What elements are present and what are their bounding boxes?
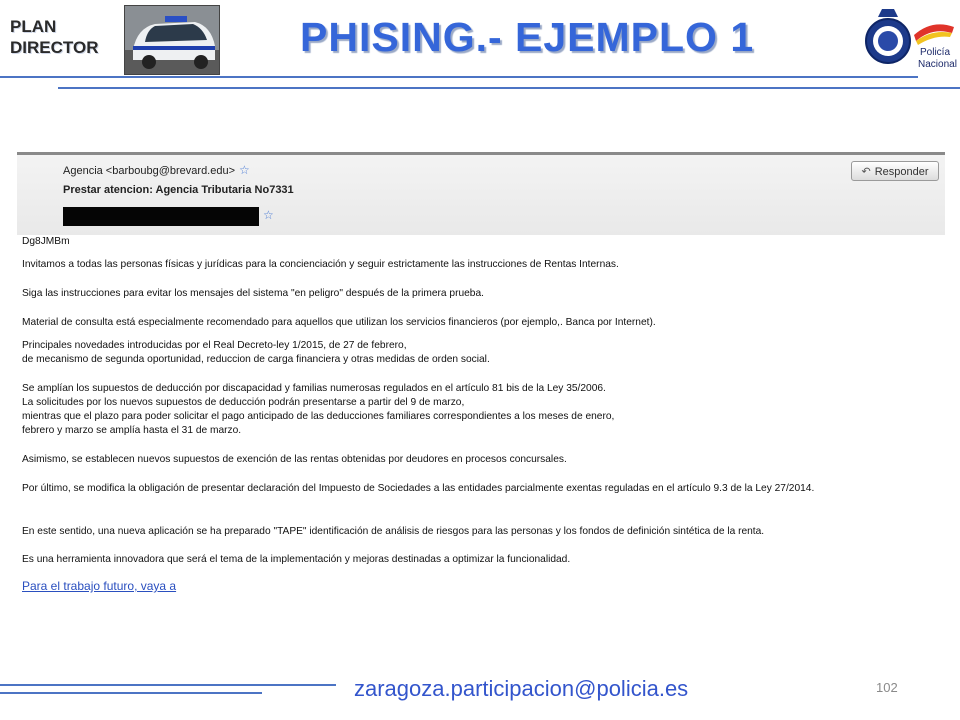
reply-arrow-icon: ↶ [861, 166, 871, 178]
plan-line-1: PLAN [10, 17, 57, 36]
phishing-link[interactable]: Para el trabajo futuro, vaya a [22, 579, 177, 593]
body-line: La solicitudes por los nuevos supuestos de deducción podrán presentarse a partir del 9 de marzo, [22, 397, 465, 408]
body-line: de mecanismo de segunda oportunidad, reduccion de carga financiera y otras medidas de orden social. [22, 354, 490, 365]
plan-line-2: DIRECTOR [10, 38, 99, 57]
body-line: Asimismo, se establecen nuevos supuestos de exención de las rentas obtenidas por deudores en procesos concursales. [22, 454, 567, 465]
policia-nacional-logo [862, 5, 960, 73]
body-line: Invitamos a todas las personas físicas y jurídicas para la concienciación y seguir estrictamente las instrucciones de Rentas Internas. [22, 259, 619, 270]
subject-value: Prestar atencion: Agencia Tributaria No7331 [63, 184, 294, 196]
page-title: PHISING.- EJEMPLO 1 [300, 14, 755, 60]
redacted-recipient [63, 207, 259, 226]
body-line: Dg8JMBm [22, 236, 70, 247]
header-rule-bottom [58, 87, 960, 89]
footer-rule-top [0, 684, 336, 686]
body-line: Material de consulta está especialmente recomendado para aquellos que utilizan los servicios financieros (por ejemplo,. Banca por Internet). [22, 317, 656, 328]
body-line: Siga las instrucciones para evitar los mensajes del sistema "en peligro" después de la primera prueba. [22, 288, 484, 299]
body-line: Por último, se modifica la obligación de presentar declaración del Impuesto de Sociedades a las entidades parcialmente exentas reguladas en el artículo 9.3 de la Ley 27/2014. [22, 483, 815, 494]
footer-rule-bottom [0, 692, 262, 694]
body-line: Se amplían los supuestos de deducción por discapacidad y familias numerosas regulados en el artículo 81 bis de la Ley 35/2006. [22, 383, 606, 394]
reply-label: Responder [874, 166, 929, 178]
header-rule-top [0, 76, 918, 78]
from-star-icon[interactable]: ☆ [239, 163, 250, 177]
reply-button[interactable] [851, 161, 939, 181]
from-value[interactable]: Agencia <barboubg@brevard.edu> [63, 165, 236, 177]
page-number: 102 [876, 680, 898, 695]
body-line: Es una herramienta innovadora que será el tema de la implementación y mejoras destinadas a optimizar la funcionalidad. [22, 554, 571, 565]
svg-text:Nacional: Nacional [918, 59, 957, 70]
body-line: febrero y marzo se amplía hasta el 31 de marzo. [22, 425, 242, 436]
svg-text:Policía: Policía [920, 47, 951, 58]
police-car-photo [124, 5, 220, 75]
body-line: Principales novedades introducidas por el Real Decreto-ley 1/2015, de 27 de febrero, [22, 340, 407, 351]
body-line: En este sentido, una nueva aplicación se ha preparado "TAPE" identificación de análisis de riesgos para las personas y los fondos de definición sintética de la renta. [22, 526, 765, 537]
plan-director-label [10, 16, 98, 58]
to-star-icon[interactable]: ☆ [263, 208, 274, 223]
email-header [17, 155, 945, 235]
body-line: mientras que el plazo para poder solicitar el pago anticipado de las deducciones familiares correspondientes a los meses de enero, [22, 411, 615, 422]
footer-contact-email[interactable]: zaragoza.participacion@policia.es [354, 676, 689, 701]
email-screenshot [17, 152, 945, 612]
